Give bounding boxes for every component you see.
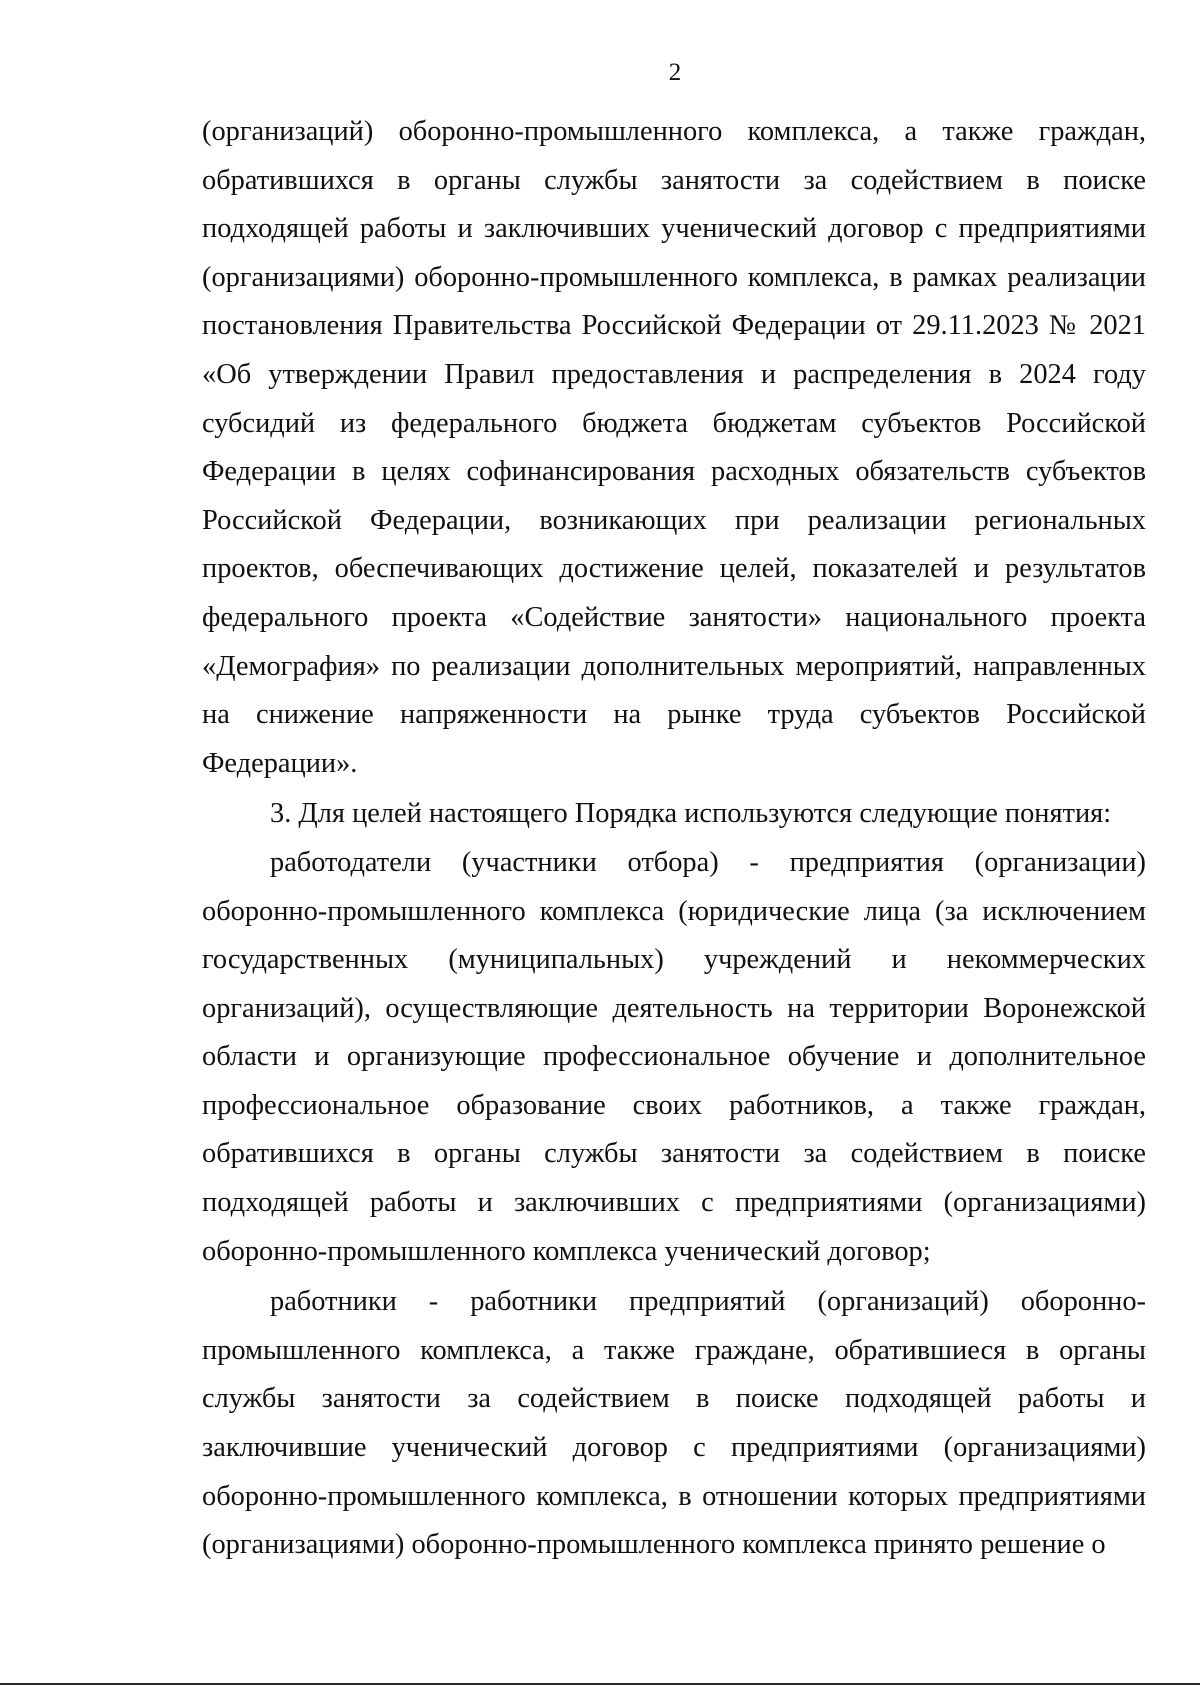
- paragraph-item-3: 3. Для целей настоящего Порядка используются следующие понятия:: [270, 798, 1112, 830]
- document-body: [202, 108, 1146, 1570]
- page-number: 2: [668, 59, 682, 86]
- paragraph-definition-workers: работники - работники предприятий (организаций) оборонно-промышленного комплекса, а также граждане, обратившиеся в органы службы занятости за содействием в поиске подходящей работы и заключившие ученический договор с предприятиями (организациями) оборонно-промышленного комплекса, в отношении которых предприятиями (организациями) оборонно-промышленного комплекса принято решение о: [202, 1286, 1146, 1561]
- paragraph-continuation: (организаций) оборонно-промышленного комплекса, а также граждан, обратившихся в органы службы занятости за содействием в поиске подходящей работы и заключивших ученический договор с предприятиями (организациями) оборонно-промышленного комплекса, в рамках реализации постановления Правительства Российской Федерации от 29.11.2023 № 2021 «Об утверждении Правил предоставления и распределения в 2024 году субсидий из федерального бюджета бюджетам субъектов Российской Федерации в целях софинансирования расходных обязательств субъектов Российской Федерации, возникающих при реализации региональных проектов, обеспечивающих достижение целей, показателей и результатов федерального проекта «Содействие занятости» национального проекта «Демография» по реализации дополнительных мероприятий, направленных на снижение напряженности на рынке труда субъектов Российской Федерации».: [202, 116, 1146, 779]
- paragraph-definition-employers: работодатели (участники отбора) - предприятия (организации) оборонно-промышленного комплекса (юридические лица (за исключением государственных (муниципальных) учреждений и некоммерческих организаций), осуществляющие деятельность на территории Воронежской области и организующие профессиональное обучение и дополнительное профессиональное образование своих работников, а также граждан, обратившихся в органы службы занятости за содействием в поиске подходящей работы и заключивших с предприятиями (организациями) оборонно-промышленного комплекса ученический договор;: [202, 846, 1146, 1267]
- bottom-divider: [0, 1683, 1200, 1685]
